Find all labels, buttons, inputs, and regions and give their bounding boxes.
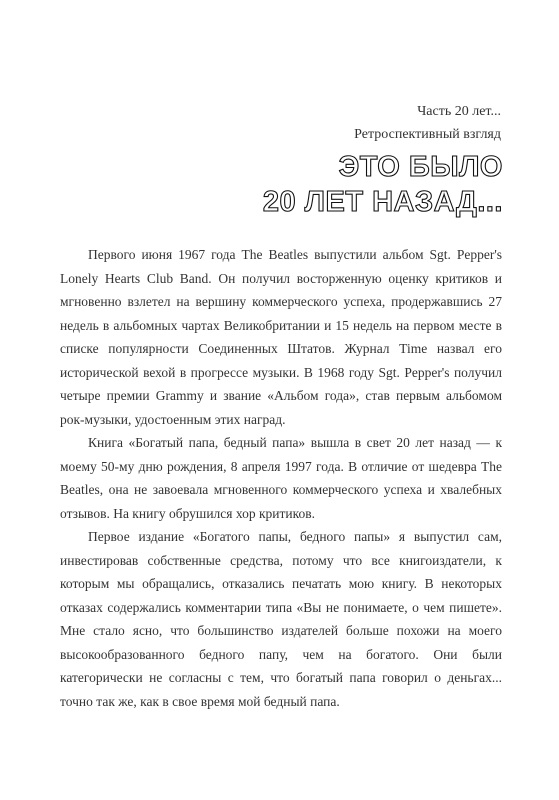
chapter-header <box>354 100 501 146</box>
chapter-title-line-2: 20 ЛЕТ НАЗАД... <box>262 186 503 218</box>
paragraph: Первого июня 1967 года The Beatles выпустили альбом Sgt. Pepper's Lonely Hearts Club Band. Он получил восторженную оценку критиков и мгновенно взлетел на вершину коммерческого успеха, продержавшись 27 недель в альбомных чартах Великобритании и 15 недель на первом месте в списке популярности Соединенных Штатов. Журнал Time назвал его исторической вехой в прогрессе музыки. В 1968 году Sgt. Pepper's получил четыре премии Grammy и звание «Альбом года», став первым альбомом рок-музыки, удостоенным этих наград. <box>60 247 502 427</box>
chapter-title <box>263 150 503 220</box>
chapter-subtitle: Ретроспективный взгляд <box>354 127 501 142</box>
body-text <box>60 243 502 713</box>
chapter-number-label: Часть 20 лет... <box>417 104 501 119</box>
paragraph: Первое издание «Богатого папы, бедного папы» я выпустил сам, инвестировав собственные средства, потому что все книгоиздатели, к которым мы обращались, отказались печатать мою книгу. В некоторых отказах содержались комментарии типа «Вы не понимаете, о чем пишете». Мне стало ясно, что большинство издателей больше похожи на моего высокообразованного бедного папу, чем на богатого. Они были категорически не согласны с тем, что богатый папа говорил о деньгах... точно так же, как в свое время мой бедный папа. <box>60 529 502 709</box>
chapter-title-line-1: ЭТО БЫЛО <box>338 151 503 183</box>
paragraph: Книга «Богатый папа, бедный папа» вышла в свет 20 лет назад — к моему 50-му дню рождения, 8 апреля 1997 года. В отличие от шедевра The Beatles, она не завоевала мгновенного коммерческого успеха и хвалебных отзывов. На книгу обрушился хор критиков. <box>60 435 502 521</box>
